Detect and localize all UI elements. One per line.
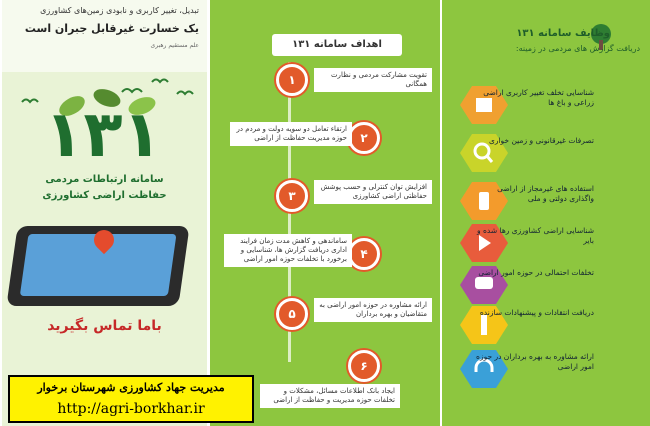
goal-number-badge: ۴ <box>348 238 380 270</box>
system-caption-line1: سامانه ارتباطات مردمی <box>45 174 164 185</box>
duty-text: شناسایی اراضی کشاورزی رها شده و بایر <box>477 226 594 245</box>
system-caption-line2: حفاظت اراضی کشاورزی <box>42 190 167 201</box>
duty-text: ارائه مشاوره به بهره برداران در حوزه امور اراضی <box>476 352 594 371</box>
duties-subtitle: دریافت گزارش های مردمی در زمینه: <box>515 44 640 53</box>
hotline-number: ۱۳۱ <box>44 98 162 172</box>
duty-item <box>460 84 640 126</box>
duty-text: تخلفات احتمالی در حوزه امور اراضی <box>478 268 594 277</box>
goal-item <box>210 234 440 268</box>
goal-text: ساماندهی و کاهش مدت زمان فرایند اداری دریافت گزارش ها، شناسایی و برخورد با تخلفات حوزه امور اراضی <box>224 234 352 267</box>
duty-item <box>460 304 640 346</box>
goal-number-badge: ۵ <box>276 298 308 330</box>
duty-item <box>460 348 640 390</box>
goal-number-badge: ۶ <box>348 350 380 382</box>
quote-subtitle: تبدیل، تغییر کاربری و نابودی زمین‌های کشاورزی <box>40 6 199 15</box>
goal-item <box>210 62 440 96</box>
goal-number-badge: ۱ <box>276 64 308 96</box>
duty-item <box>460 264 640 306</box>
goal-text: تقویت مشارکت مردمی و نظارت همگانی <box>314 68 432 92</box>
contact-us-text: باما تماس بگیرید <box>47 318 162 334</box>
goal-item <box>210 118 440 152</box>
duties-title: وظایف سامانه ۱۳۱ <box>516 28 610 39</box>
poster-left-panel <box>2 0 207 426</box>
duty-text: دریافت انتقادات و پیشنهادات سازنده <box>479 308 594 317</box>
goal-item <box>210 176 440 210</box>
quote-title: یک خسارت غیرقابل جبران است <box>24 22 199 35</box>
duties-panel <box>442 0 650 426</box>
goals-panel <box>210 0 440 426</box>
organization-name: مدیریت جهاد کشاورزی شهرستان برخوار <box>37 381 225 394</box>
goal-number-badge: ۳ <box>276 180 308 212</box>
footer-box <box>8 375 254 423</box>
goal-text: افزایش توان کنترلی و حسب پوشش حفاظتی اراضی کشاورزی <box>314 180 432 204</box>
duty-text: شناسایی تخلف تغییر کاربری اراضی زراعی و باغ ها <box>483 88 594 107</box>
goal-number-badge: ۲ <box>348 122 380 154</box>
duty-text: استفاده های غیرمجاز از اراضی واگذاری دولتی و ملی <box>497 184 594 203</box>
quote-author: علم مستقیم رهبری <box>150 42 199 49</box>
duty-item <box>460 222 640 264</box>
duty-item <box>460 180 640 222</box>
duty-text: تصرفات غیرقانونی و زمین خواری <box>488 136 594 145</box>
goal-text: ارائه مشاوره در حوزه امور اراضی به متقاضیان و بهره برداران <box>314 298 432 322</box>
goal-item <box>210 294 440 328</box>
goals-heading: اهداف سامانه ۱۳۱ <box>272 34 402 56</box>
goal-text: ارتقاء تعامل دو سویه دولت و مردم در حوزه مدیریت حفاظت از اراضی <box>230 122 352 146</box>
duty-item <box>460 132 640 174</box>
website-url: http://agri-borkhar.ir <box>57 401 205 417</box>
header-strip <box>2 0 207 72</box>
goal-text: ایجاد بانک اطلاعات مسائل، مشکلات و تخلفات حوزه مدیریت و حفاظت از اراضی <box>260 384 400 408</box>
